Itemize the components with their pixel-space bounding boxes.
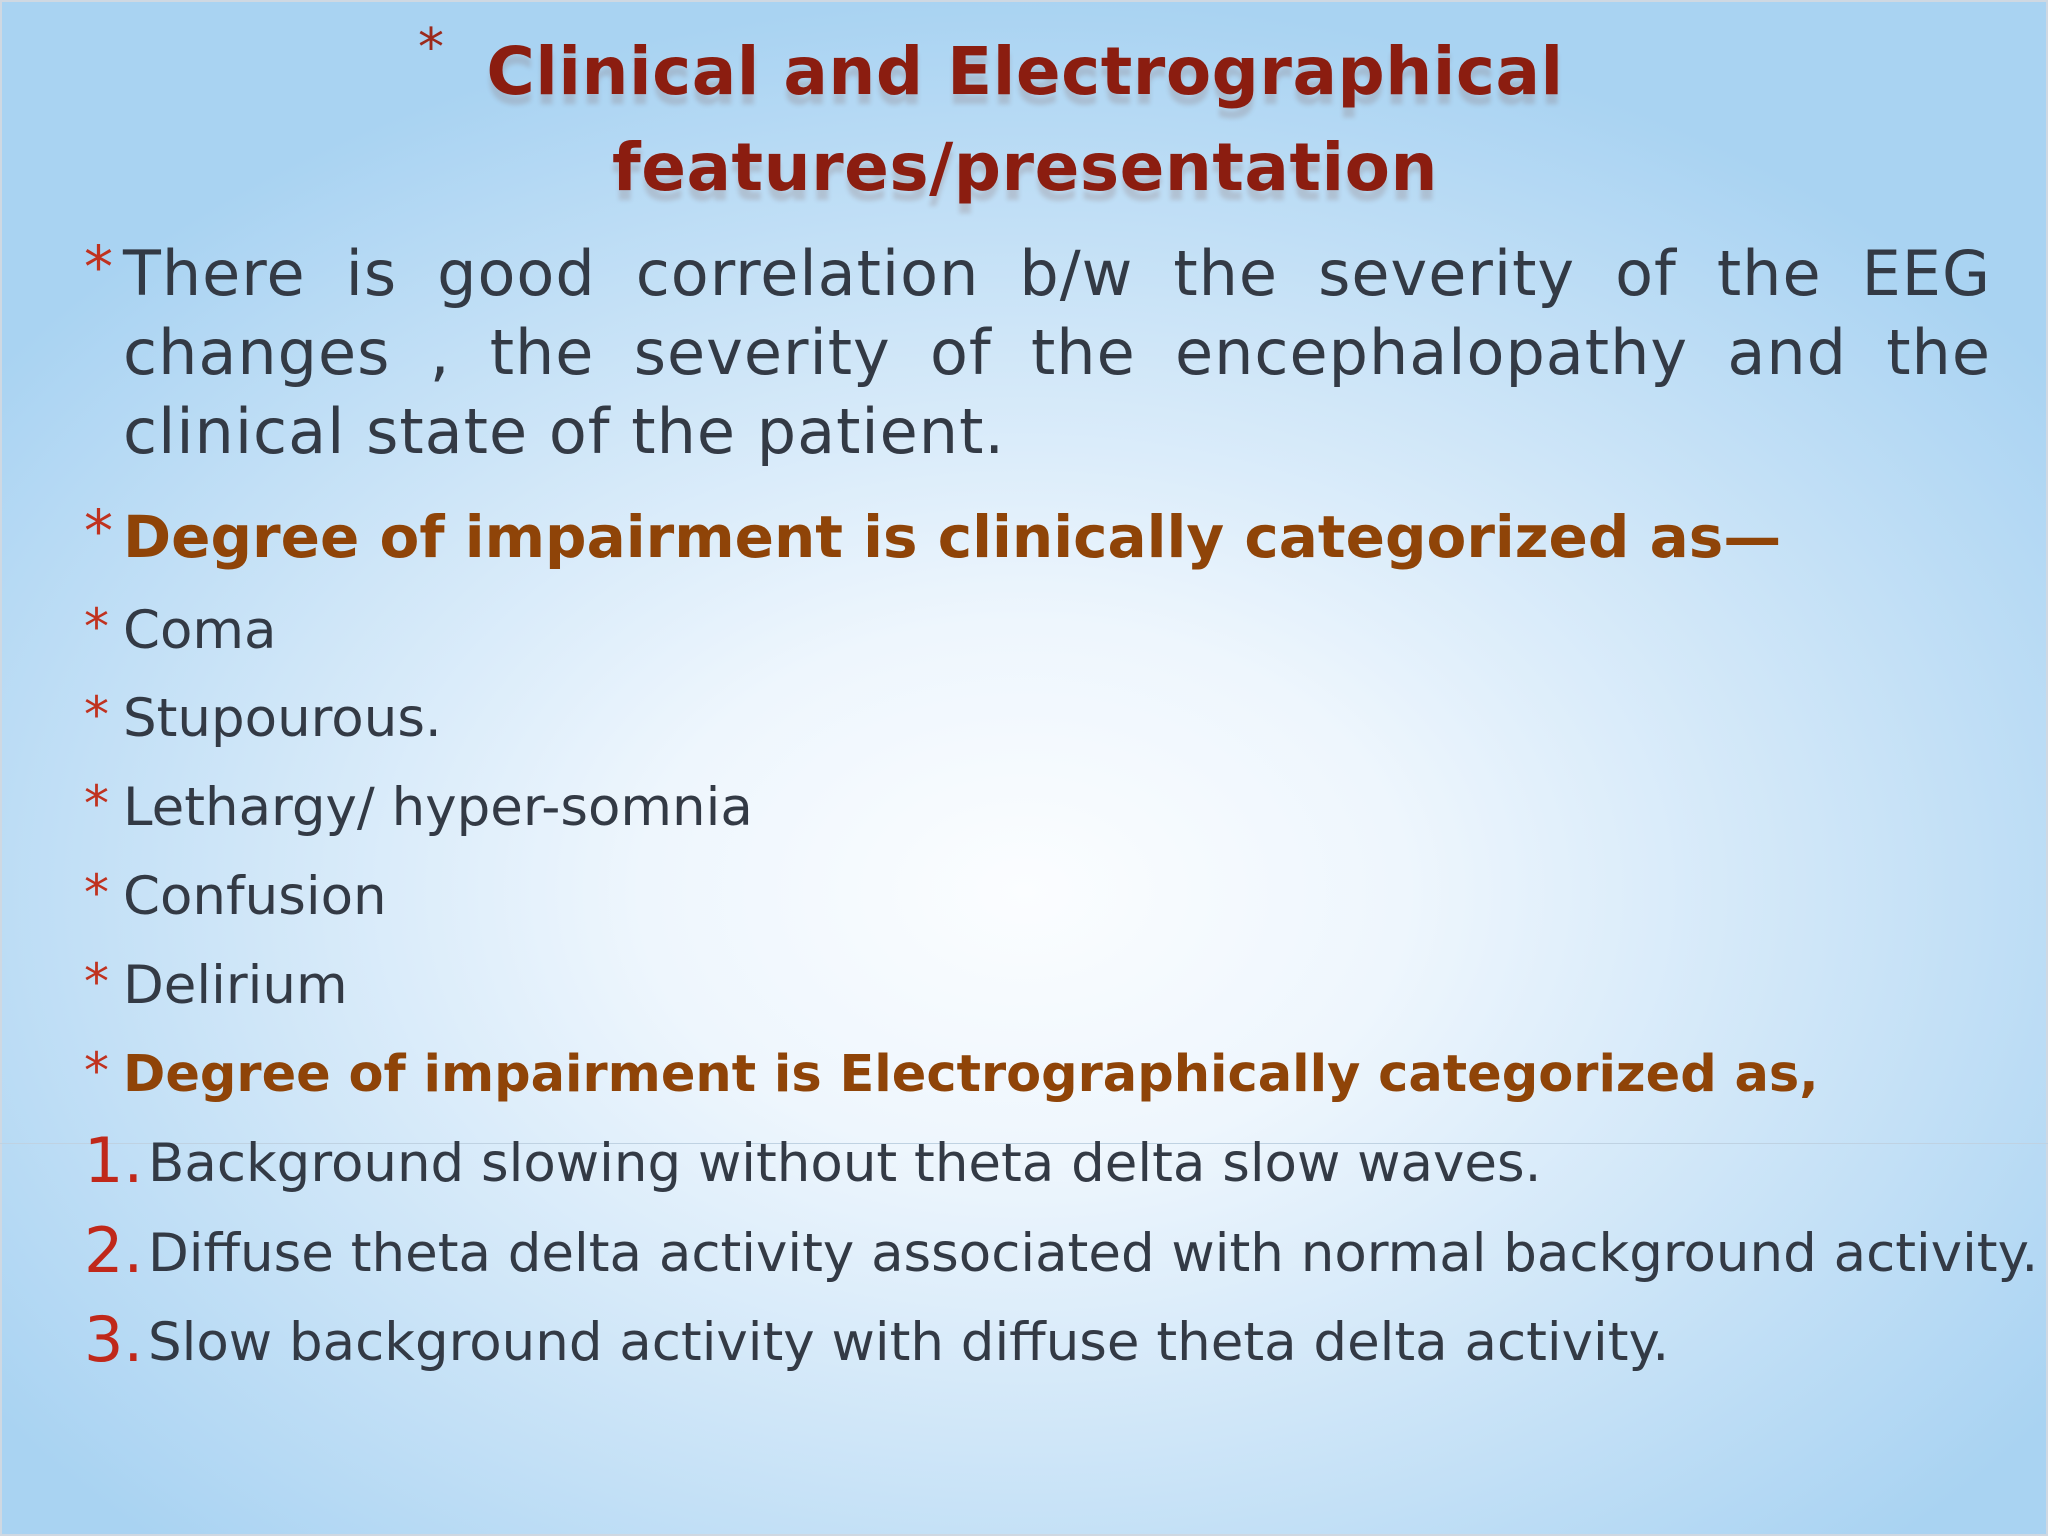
clinical-heading: Degree of impairment is clinically categorized as— — [123, 503, 1782, 571]
electro-heading-bullet-star: * — [84, 1042, 109, 1100]
electro-heading: Degree of impairment is Electrographically categorized as, — [123, 1045, 1819, 1104]
electro-item-number: 2. — [84, 1214, 144, 1287]
clinical-item-bullet-star: * — [84, 864, 109, 922]
electro-item-background-slowing: Background slowing without theta delta slow waves. — [148, 1133, 1542, 1194]
electro-item-number: 1. — [84, 1124, 144, 1197]
electro-item-diffuse-theta-delta: Diffuse theta delta activity associated with normal background activity. — [148, 1223, 2039, 1284]
electro-item-slow-background: Slow background activity with diffuse theta delta activity. — [148, 1312, 1670, 1373]
clinical-heading-bullet-star: * — [84, 497, 113, 565]
paragraph-bullet-star: * — [84, 233, 113, 301]
clinical-item-bullet-star: * — [84, 686, 109, 744]
electro-item-number: 3. — [84, 1303, 144, 1376]
clinical-item-delirium: Delirium — [123, 955, 348, 1016]
clinical-item-bullet-star: * — [84, 775, 109, 833]
intro-paragraph: There is good correlation b/w the severity of the EEG changes , the severity of the encephalopathy and the clinical state of the patient. — [123, 237, 1991, 468]
clinical-item-stupourous: Stupourous. — [123, 688, 442, 749]
clinical-item-bullet-star: * — [84, 953, 109, 1011]
clinical-item-lethargy: Lethargy/ hyper-somnia — [123, 777, 753, 838]
clinical-item-confusion: Confusion — [123, 866, 387, 927]
title-bullet-star: * — [418, 18, 444, 78]
clinical-item-bullet-star: * — [84, 598, 109, 656]
clinical-item-coma: Coma — [123, 600, 277, 661]
slide-title: Clinical and Electrographical features/presentation — [486, 33, 1564, 206]
